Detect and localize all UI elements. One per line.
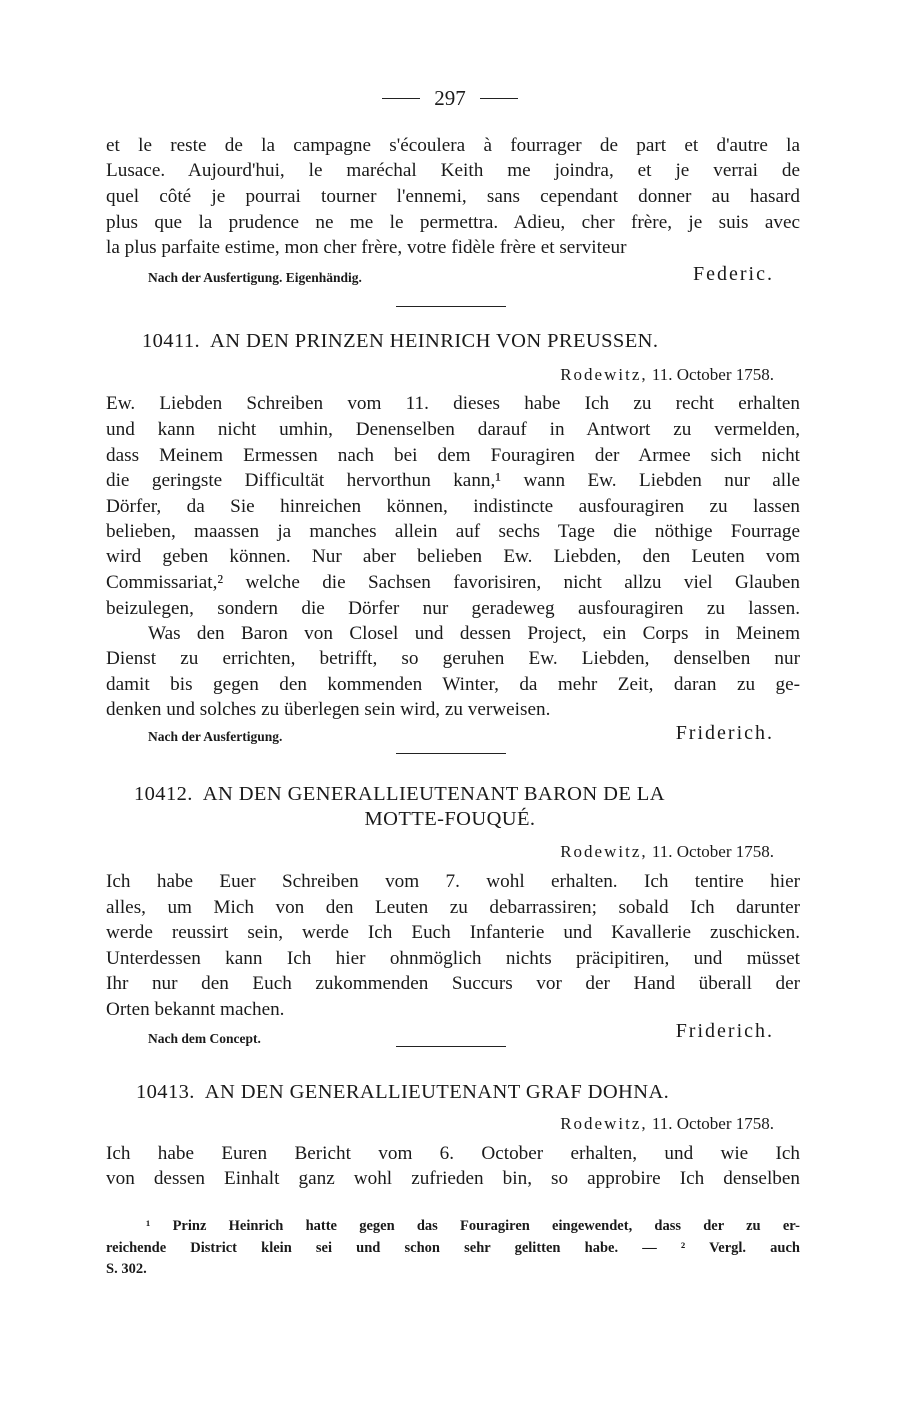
letter-place: Rodewitz, xyxy=(560,365,648,384)
letter-date: 11. October 1758. xyxy=(651,1114,774,1133)
section-divider xyxy=(396,753,506,754)
text-line: damit bis gegen den kommenden Winter, da mehr Zeit, daran zu ge- xyxy=(106,674,800,695)
text-line: quel côté je pourrai tourner l'ennemi, sans cependant donner au hasard xyxy=(106,186,800,207)
text-line: belieben, maassen ja manches allein auf sechs Tage die nöthige Fourrage xyxy=(106,521,800,542)
text-line: Commissariat,² welche die Sachsen favorisiren, nicht allzu viel Glauben xyxy=(106,572,800,593)
footnote-line: S. 302. xyxy=(106,1261,147,1277)
letter-number: 10412. xyxy=(134,783,193,805)
letter-dateline xyxy=(560,1114,774,1134)
text-line: die geringste Difficultät hervorthun kann,¹ wann Ew. Liebden nur alle xyxy=(106,470,800,491)
text-line: Dörfer, da Sie hinreichen können, indistincte ausfouragiren zu lassen xyxy=(106,496,800,517)
text-line: alles, um Mich von den Leuten zu debarrassiren; sobald Ich darunter xyxy=(106,897,800,918)
letter-dateline xyxy=(560,365,774,385)
text-line: dass Meinem Ermessen nach bei dem Fouragiren der Armee sich nicht xyxy=(106,445,800,466)
page-number: 297 xyxy=(434,86,466,110)
section-divider xyxy=(396,306,506,307)
footnote-line: ¹ Prinz Heinrich hatte gegen das Fouragiren eingewendet, dass der zu er- xyxy=(146,1218,800,1234)
source-note: Nach dem Concept. xyxy=(148,1031,261,1046)
source-note: Nach der Ausfertigung. Eigenhändig. xyxy=(148,270,362,285)
text-line: werde reussirt sein, werde Ich Euch Infanterie und Kavallerie zuschicken. xyxy=(106,922,800,943)
text-line: la plus parfaite estime, mon cher frère, votre fidèle frère et serviteur xyxy=(106,237,627,258)
letter-date: 11. October 1758. xyxy=(651,842,774,861)
letter-heading xyxy=(106,783,800,806)
page-header xyxy=(0,86,900,111)
text-line: et le reste de la campagne s'écoulera à fourrager de part et d'autre la xyxy=(106,135,800,156)
signature: Federic. xyxy=(693,263,774,285)
text-line: plus que la prudence ne me le permettra. Adieu, cher frère, je suis avec xyxy=(106,212,800,233)
text-line: Ihr nur den Euch zukommenden Succurs vor der Hand überall der xyxy=(106,973,800,994)
text-line: Was den Baron von Closel und dessen Project, ein Corps in Meinem xyxy=(148,623,800,644)
text-line: und kann nicht umhin, Denenselben darauf in Antwort zu vermelden, xyxy=(106,419,800,440)
text-line: Ew. Liebden Schreiben vom 11. dieses habe Ich zu recht erhalten xyxy=(106,393,800,414)
text-line: beizulegen, sondern die Dörfer nur geradeweg ausfouragiren zu lassen. xyxy=(106,598,800,619)
text-line: Dienst zu errichten, betrifft, so geruhen Ew. Liebden, denselben nur xyxy=(106,648,800,669)
text-line: Lusace. Aujourd'hui, le maréchal Keith me joindra, et je verrai de xyxy=(106,160,800,181)
text-line: Ich habe Euer Schreiben vom 7. wohl erhalten. Ich tentire hier xyxy=(106,871,800,892)
signature: Friderich. xyxy=(675,722,774,744)
letter-title: AN DEN GENERALLIEUTENANT GRAF DOHNA. xyxy=(204,1081,670,1103)
text-line: Unterdessen kann Ich hier ohnmöglich nichts präcipitiren, und müsset xyxy=(106,948,800,969)
letter-heading xyxy=(106,330,800,353)
text-line: Orten bekannt machen. xyxy=(106,999,285,1020)
letter-title: AN DEN PRINZEN HEINRICH VON PREUSSEN. xyxy=(210,330,659,352)
letter-number: 10413. xyxy=(136,1081,195,1103)
letter-dateline xyxy=(560,842,774,862)
letter-title-line2: MOTTE-FOUQUÉ. xyxy=(364,808,536,830)
source-note: Nach der Ausfertigung. xyxy=(148,729,283,744)
footnote-line: reichende District klein sei und schon sehr gelitten habe. — ² Vergl. auch xyxy=(106,1240,800,1256)
text-line: Ich habe Euren Bericht vom 6. October erhalten, und wie Ich xyxy=(106,1143,800,1164)
header-rule-left xyxy=(382,98,420,99)
letter-date: 11. October 1758. xyxy=(651,365,774,384)
text-line: wird geben können. Nur aber belieben Ew. Liebden, den Leuten vom xyxy=(106,546,800,567)
letter-heading xyxy=(106,1081,800,1104)
text-line: von dessen Einhalt ganz wohl zufrieden bin, so approbire Ich denselben xyxy=(106,1168,800,1189)
letter-place: Rodewitz, xyxy=(560,842,648,861)
letter-place: Rodewitz, xyxy=(560,1114,648,1133)
signature: Friderich. xyxy=(675,1020,774,1042)
section-divider xyxy=(396,1046,506,1047)
text-line: denken und solches zu überlegen sein wird, zu verweisen. xyxy=(106,699,551,720)
header-rule-right xyxy=(480,98,518,99)
letter-title-line1: AN DEN GENERALLIEUTENANT BARON DE LA xyxy=(202,783,665,805)
letter-number: 10411. xyxy=(142,330,201,352)
